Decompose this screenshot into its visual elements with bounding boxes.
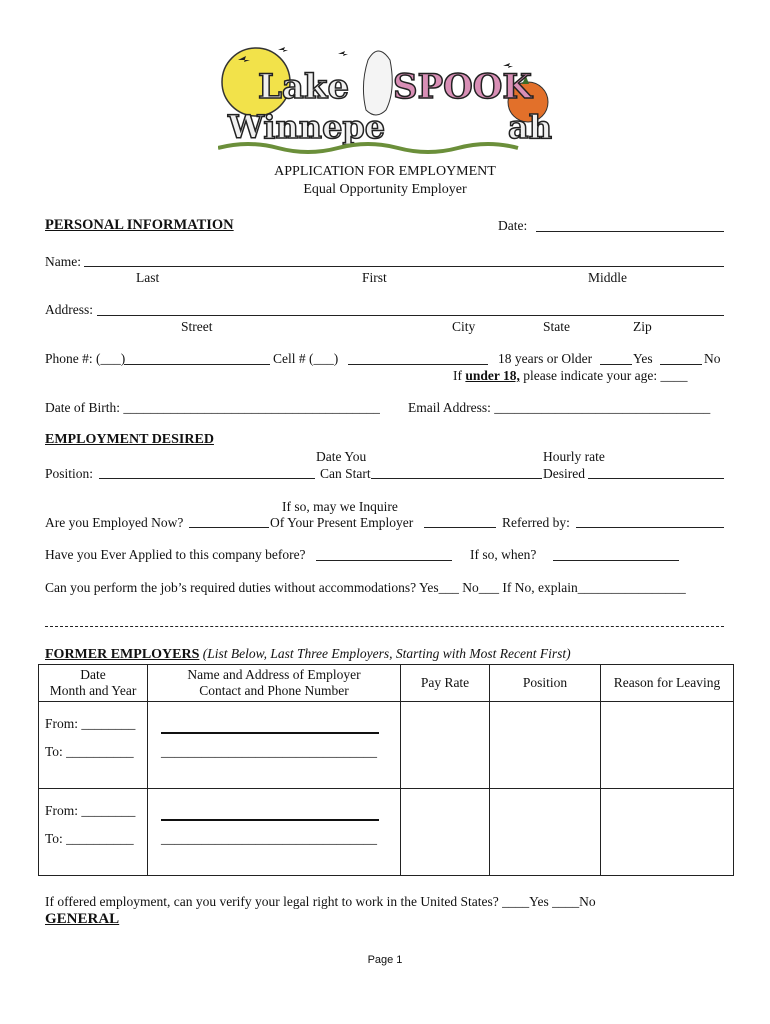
- applied-before-label: Have you Ever Applied to this company before?: [45, 547, 306, 562]
- date-you-label: Date You: [316, 449, 367, 464]
- reason-cell[interactable]: [601, 789, 734, 876]
- address-sub-zip: Zip: [633, 319, 652, 334]
- position-cell[interactable]: [490, 702, 601, 789]
- inquire-label: If so, may we Inquire: [282, 499, 398, 514]
- employed-now-label: Are you Employed Now?: [45, 515, 184, 530]
- table-header-row: [39, 665, 734, 702]
- present-employer-label: Of Your Present Employer: [270, 515, 414, 530]
- age-no-field[interactable]: [660, 364, 702, 365]
- age-yes-label: Yes: [633, 351, 653, 366]
- address-field[interactable]: [97, 315, 724, 316]
- under18-note: If under 18, please indicate your age: ____: [453, 368, 688, 383]
- to-label: To: __________: [45, 831, 134, 846]
- employer-cell[interactable]: [148, 789, 401, 876]
- employer-address-line: ________________________________: [161, 744, 377, 759]
- if-so-when-label: If so, when?: [470, 547, 537, 562]
- to-label: To: __________: [45, 744, 134, 759]
- employer-name-line: [161, 732, 379, 734]
- can-start-field[interactable]: [371, 478, 542, 479]
- cell-label: Cell # (___): [273, 351, 339, 366]
- svg-text:Winnepe: Winnepe: [228, 108, 386, 146]
- if-so-when-field[interactable]: [553, 560, 679, 561]
- address-sub-street: Street: [181, 319, 213, 334]
- from-label: From: ________: [45, 716, 136, 731]
- perform-duties-question: Can you perform the job’s required duties without accommodations? Yes___ No___ If No, explain________________: [45, 580, 686, 595]
- date-label: Date:: [498, 218, 528, 233]
- col-position-header: Position: [490, 665, 601, 702]
- name-label: Name:: [45, 254, 81, 269]
- table-row: [39, 702, 734, 789]
- col-employer-header: Name and Address of Employer Contact and Phone Number: [148, 665, 401, 702]
- address-sub-city: City: [452, 319, 476, 334]
- svg-text:Lake: Lake: [258, 67, 350, 107]
- age-label: 18 years or Older: [498, 351, 593, 366]
- svg-text:SPOOK: SPOOK: [393, 67, 532, 107]
- can-start-label: Can Start: [320, 466, 371, 481]
- dob-field[interactable]: Date of Birth: ______________________________________: [45, 400, 380, 415]
- employment-desired-heading: EMPLOYMENT DESIRED: [45, 432, 214, 447]
- former-employers-header: [45, 646, 571, 663]
- form-title: APPLICATION FOR EMPLOYMENT: [274, 164, 496, 179]
- general-heading: GENERAL: [45, 911, 120, 927]
- applied-before-field[interactable]: [316, 560, 452, 561]
- email-field[interactable]: Email Address: ________________________________: [408, 400, 711, 415]
- name-sub-last: Last: [136, 270, 160, 285]
- table-row: [39, 789, 734, 876]
- hourly-rate-field[interactable]: [588, 478, 724, 479]
- employer-address-line: ________________________________: [161, 831, 377, 846]
- position-cell[interactable]: [490, 789, 601, 876]
- phone-field[interactable]: [124, 364, 270, 365]
- lake-winnepespookah-logo: [218, 40, 558, 160]
- explain-field[interactable]: [45, 626, 724, 627]
- employer-name-line: [161, 819, 379, 821]
- position-label: Position:: [45, 466, 94, 481]
- col-pay-header: Pay Rate: [401, 665, 490, 702]
- address-label: Address:: [45, 302, 93, 317]
- legal-right-question: If offered employment, can you verify your legal right to work in the United States? ____Yes ____No: [45, 894, 596, 909]
- form-subtitle: Equal Opportunity Employer: [303, 182, 467, 197]
- name-sub-first: First: [362, 270, 387, 285]
- col-date-header: Date Month and Year: [39, 665, 148, 702]
- referred-by-field[interactable]: [576, 527, 724, 528]
- employed-now-field[interactable]: [189, 527, 269, 528]
- age-no-label: No: [704, 351, 721, 366]
- reason-cell[interactable]: [601, 702, 734, 789]
- pay-cell[interactable]: [401, 702, 490, 789]
- col-reason-header: Reason for Leaving: [601, 665, 734, 702]
- name-field[interactable]: [84, 266, 724, 267]
- date-cell[interactable]: [39, 789, 148, 876]
- date-cell[interactable]: [39, 702, 148, 789]
- age-yes-field[interactable]: [600, 364, 632, 365]
- former-employers-table: [38, 664, 734, 876]
- address-sub-state: State: [543, 319, 570, 334]
- former-employers-note: (List Below, Last Three Employers, Starting with Most Recent First): [202, 646, 571, 661]
- referred-by-label: Referred by:: [502, 515, 570, 530]
- date-field[interactable]: [536, 231, 724, 232]
- phone-label: Phone #: (___): [45, 351, 126, 366]
- inquire-field[interactable]: [424, 527, 496, 528]
- pay-cell[interactable]: [401, 789, 490, 876]
- personal-info-heading: PERSONAL INFORMATION: [45, 217, 234, 233]
- desired-label: Desired: [543, 466, 585, 481]
- name-sub-middle: Middle: [588, 270, 627, 285]
- employer-cell[interactable]: [148, 702, 401, 789]
- position-field[interactable]: [99, 478, 315, 479]
- page-number: Page 1: [367, 954, 403, 966]
- from-label: From: ________: [45, 803, 136, 818]
- former-employers-heading: FORMER EMPLOYERS: [45, 647, 200, 662]
- cell-field[interactable]: [348, 364, 488, 365]
- hourly-rate-label: Hourly rate: [543, 449, 605, 464]
- svg-text:ah: ah: [508, 108, 552, 146]
